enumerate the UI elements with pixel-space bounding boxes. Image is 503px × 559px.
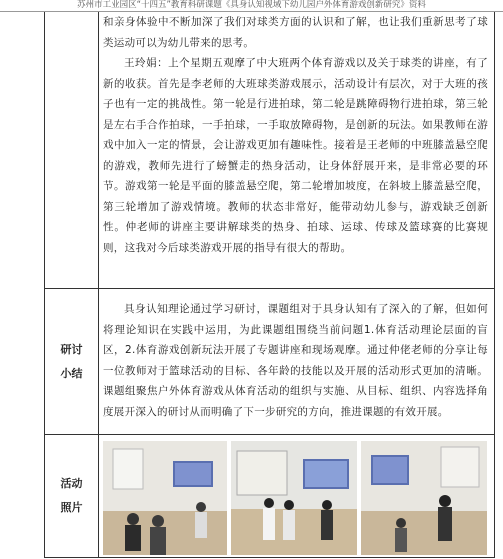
photos-content-cell xyxy=(99,435,494,557)
photos-row xyxy=(45,434,494,557)
reflection-paragraph-1: 和亲身体验中不断加深了我们对球类方面的认识和了解，也让我们重新思考了球类运动可以为幼儿带来的思考。 xyxy=(103,16,488,49)
photo-strip xyxy=(103,441,490,555)
summary-text: 具身认知理论通过学习研讨，课题组对于具身认知有了深入的了解，但如何将理论知识在实践中运用，为此课题组围绕当前问题1.体育活动理论层面的盲区，2.体育游戏创新玩法开展了专题讲座和现场观摩。通过仲佬老师的分享让每一位教师对于篮球活动的目标、各年龄的技能以及开展的活动形式更加的清晰。课题组聚焦户外体育游戏从体育活动的组织与实施、从目标、组织、内容选择角度展开深入的研讨从而明确了下一步研究的方向，推进课题的有效开展。 xyxy=(103,303,488,418)
record-table xyxy=(44,12,495,558)
photos-label-line2: 照片 xyxy=(60,501,83,514)
summary-row xyxy=(45,288,494,434)
summary-label-cell xyxy=(45,289,99,434)
lecture-photo-3 xyxy=(361,441,487,555)
lecture-photo-1 xyxy=(103,441,227,555)
reflection-row xyxy=(45,12,494,288)
photos-label-cell xyxy=(45,435,99,557)
reflection-content-cell xyxy=(99,12,494,288)
document-header: 苏州市工业园区“十四五”教育科研课题《具身认知视域下幼儿园户外体育游戏创新研究》资料 xyxy=(0,0,503,12)
lecture-photo-2 xyxy=(231,441,357,555)
summary-label-line1: 研讨 xyxy=(60,343,83,356)
summary-content-cell xyxy=(99,289,494,434)
summary-label-line2: 小结 xyxy=(60,367,83,380)
reflection-paragraph-2: 王玲娟：上个星期五观摩了中大班两个体育游戏以及关于球类的讲座，有了新的收获。首先是李老师的大班球类游戏展示，活动设计有层次，对于大班的孩子也有一定的挑战性。第一轮是行进拍球，第二轮是跳障碍物行进拍球，第三轮是左右手合作拍球，一手拍球，一手取放障碍物，是创新的玩法。如果教师在游戏中加入一定的情景，会让游戏更加有趣味性。接着是王老师的中班膝盖悬空爬的游戏，教师先进行了螃蟹走的热身活动，让身体舒展开来，是非常必要的环节。游戏第一轮是平面的膝盖悬空爬，第二轮增加坡度，在斜坡上膝盖悬空爬，第三轮增加了游戏情境。教师的状态非常好，能带动幼儿参与，游戏缺乏创新性。仲老师的讲座主要讲解球类的热身、拍球、运球、传球及篮球赛的比赛规则，这我对今后球类游戏开展的指导有很大的帮助。 xyxy=(103,57,488,254)
photos-label-line1: 活动 xyxy=(60,477,83,490)
reflection-label-cell xyxy=(45,12,99,288)
